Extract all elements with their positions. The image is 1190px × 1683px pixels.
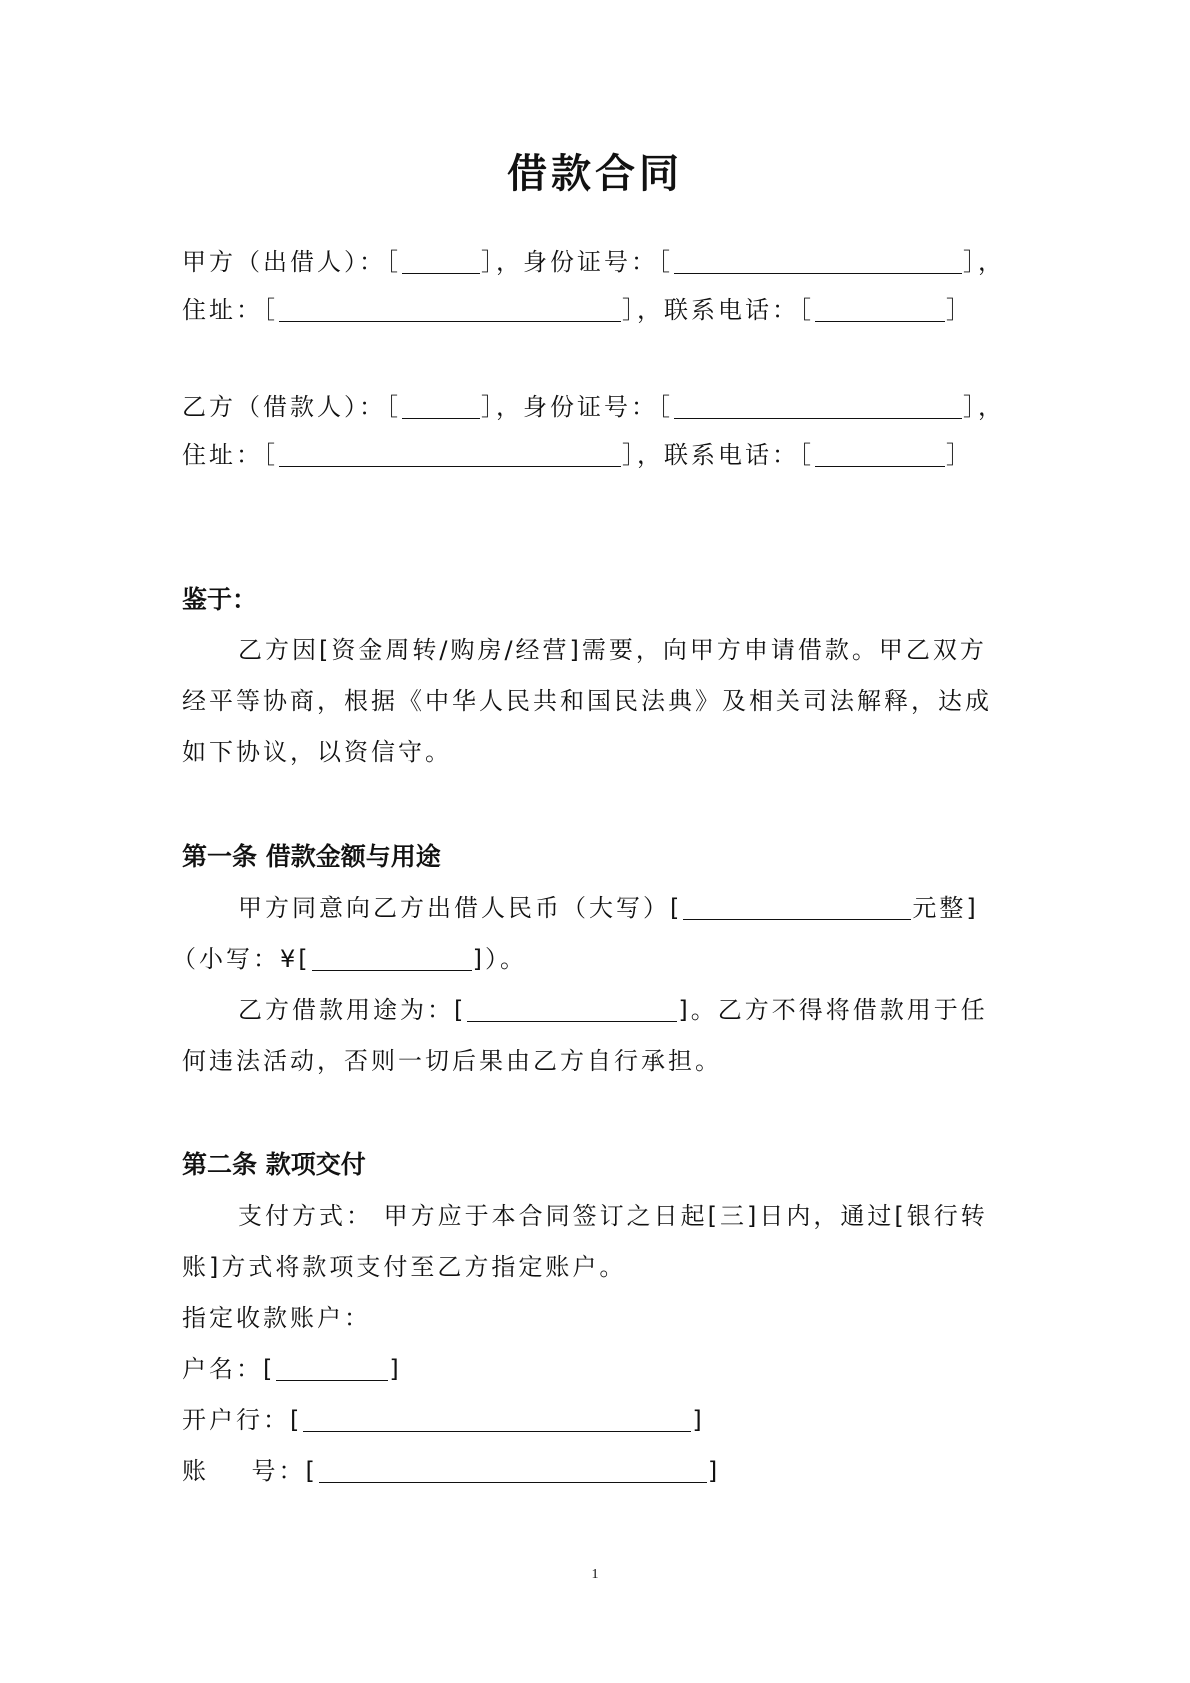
id-label: ］，身份证号：［ <box>481 393 673 421</box>
amount-numeric-field[interactable] <box>312 944 472 971</box>
bracket-close: ］， <box>963 248 1005 276</box>
small-amount-label: （小写：¥[ <box>172 945 311 973</box>
article-2-payment-line-1: 支付方式： 甲方应于本合同签订之日起[三]日内，通过[银行转 <box>238 1202 988 1230</box>
recitals-heading: 鉴于： <box>182 585 258 614</box>
party-a-address-line <box>182 293 973 327</box>
party-a-id-field[interactable] <box>674 247 962 274</box>
party-a-name-field[interactable] <box>402 247 480 274</box>
purpose-label: 乙方借款用途为：[ <box>238 996 467 1024</box>
party-b-address-field[interactable] <box>279 440 621 467</box>
amount-uppercase-field[interactable] <box>683 893 911 920</box>
page-number: 1 <box>591 1567 599 1582</box>
account-name-field[interactable] <box>276 1354 388 1381</box>
bracket-close: ] <box>692 1406 705 1434</box>
purpose-suffix: ]。乙方不得将借款用于任 <box>678 996 988 1024</box>
account-name-label: 户名：[ <box>182 1355 276 1383</box>
amount-suffix: 元整] <box>912 894 979 922</box>
recitals-line-3: 如下协议，以资信守。 <box>182 738 452 766</box>
document-title: 借款合同 <box>507 150 683 197</box>
address-label: 住址：［ <box>182 296 278 324</box>
account-number-line <box>182 1454 720 1488</box>
party-b-address-line <box>182 438 973 472</box>
bracket-close: ] <box>707 1457 721 1485</box>
article-1-heading: 第一条 借款金额与用途 <box>182 842 441 871</box>
account-number-label: 账 号：[ <box>182 1457 318 1485</box>
article-2-heading: 第二条 款项交付 <box>182 1150 366 1179</box>
account-heading: 指定收款账户： <box>182 1304 371 1332</box>
bank-field[interactable] <box>303 1405 691 1432</box>
party-a-line <box>182 245 1005 279</box>
article-1-purpose-line-2: 何违法活动，否则一切后果由乙方自行承担。 <box>182 1047 722 1075</box>
article-2-payment-line-2: 账]方式将款项支付至乙方指定账户。 <box>182 1253 627 1281</box>
bank-label: 开户行：[ <box>182 1406 303 1434</box>
bracket-close: ] <box>389 1355 402 1383</box>
party-b-name-field[interactable] <box>402 392 480 419</box>
recitals-line-1: 乙方因[资金周转/购房/经营]需要，向甲方申请借款。甲乙双方 <box>238 636 987 664</box>
party-b-label: 乙方（借款人）：［ <box>182 393 401 421</box>
account-name-line <box>182 1352 402 1386</box>
article-1-amount-line <box>238 891 979 925</box>
id-label: ］，身份证号：［ <box>481 248 673 276</box>
phone-label: ］，联系电话：［ <box>622 441 814 469</box>
party-b-line <box>182 390 1005 424</box>
article-1-small-amount-line <box>172 942 527 976</box>
account-number-field[interactable] <box>319 1456 707 1483</box>
address-label: 住址：［ <box>182 441 278 469</box>
party-b-phone-field[interactable] <box>815 440 945 467</box>
article-1-purpose-line <box>238 993 988 1027</box>
recitals-line-2: 经平等协商，根据《中华人民共和国民法典》及相关司法解释，达成 <box>182 687 992 715</box>
party-a-label: 甲方（出借人）：［ <box>182 248 401 276</box>
party-a-address-field[interactable] <box>279 295 621 322</box>
bracket-close: ］ <box>946 296 973 324</box>
small-amount-suffix: ]）。 <box>472 945 528 973</box>
bank-line <box>182 1403 705 1437</box>
amount-label: 甲方同意向乙方出借人民币（大写）[ <box>238 894 683 922</box>
phone-label: ］，联系电话：［ <box>622 296 814 324</box>
party-a-phone-field[interactable] <box>815 295 945 322</box>
bracket-close: ］， <box>963 393 1005 421</box>
party-b-id-field[interactable] <box>674 392 962 419</box>
purpose-field[interactable] <box>467 995 677 1022</box>
bracket-close: ］ <box>946 441 973 469</box>
